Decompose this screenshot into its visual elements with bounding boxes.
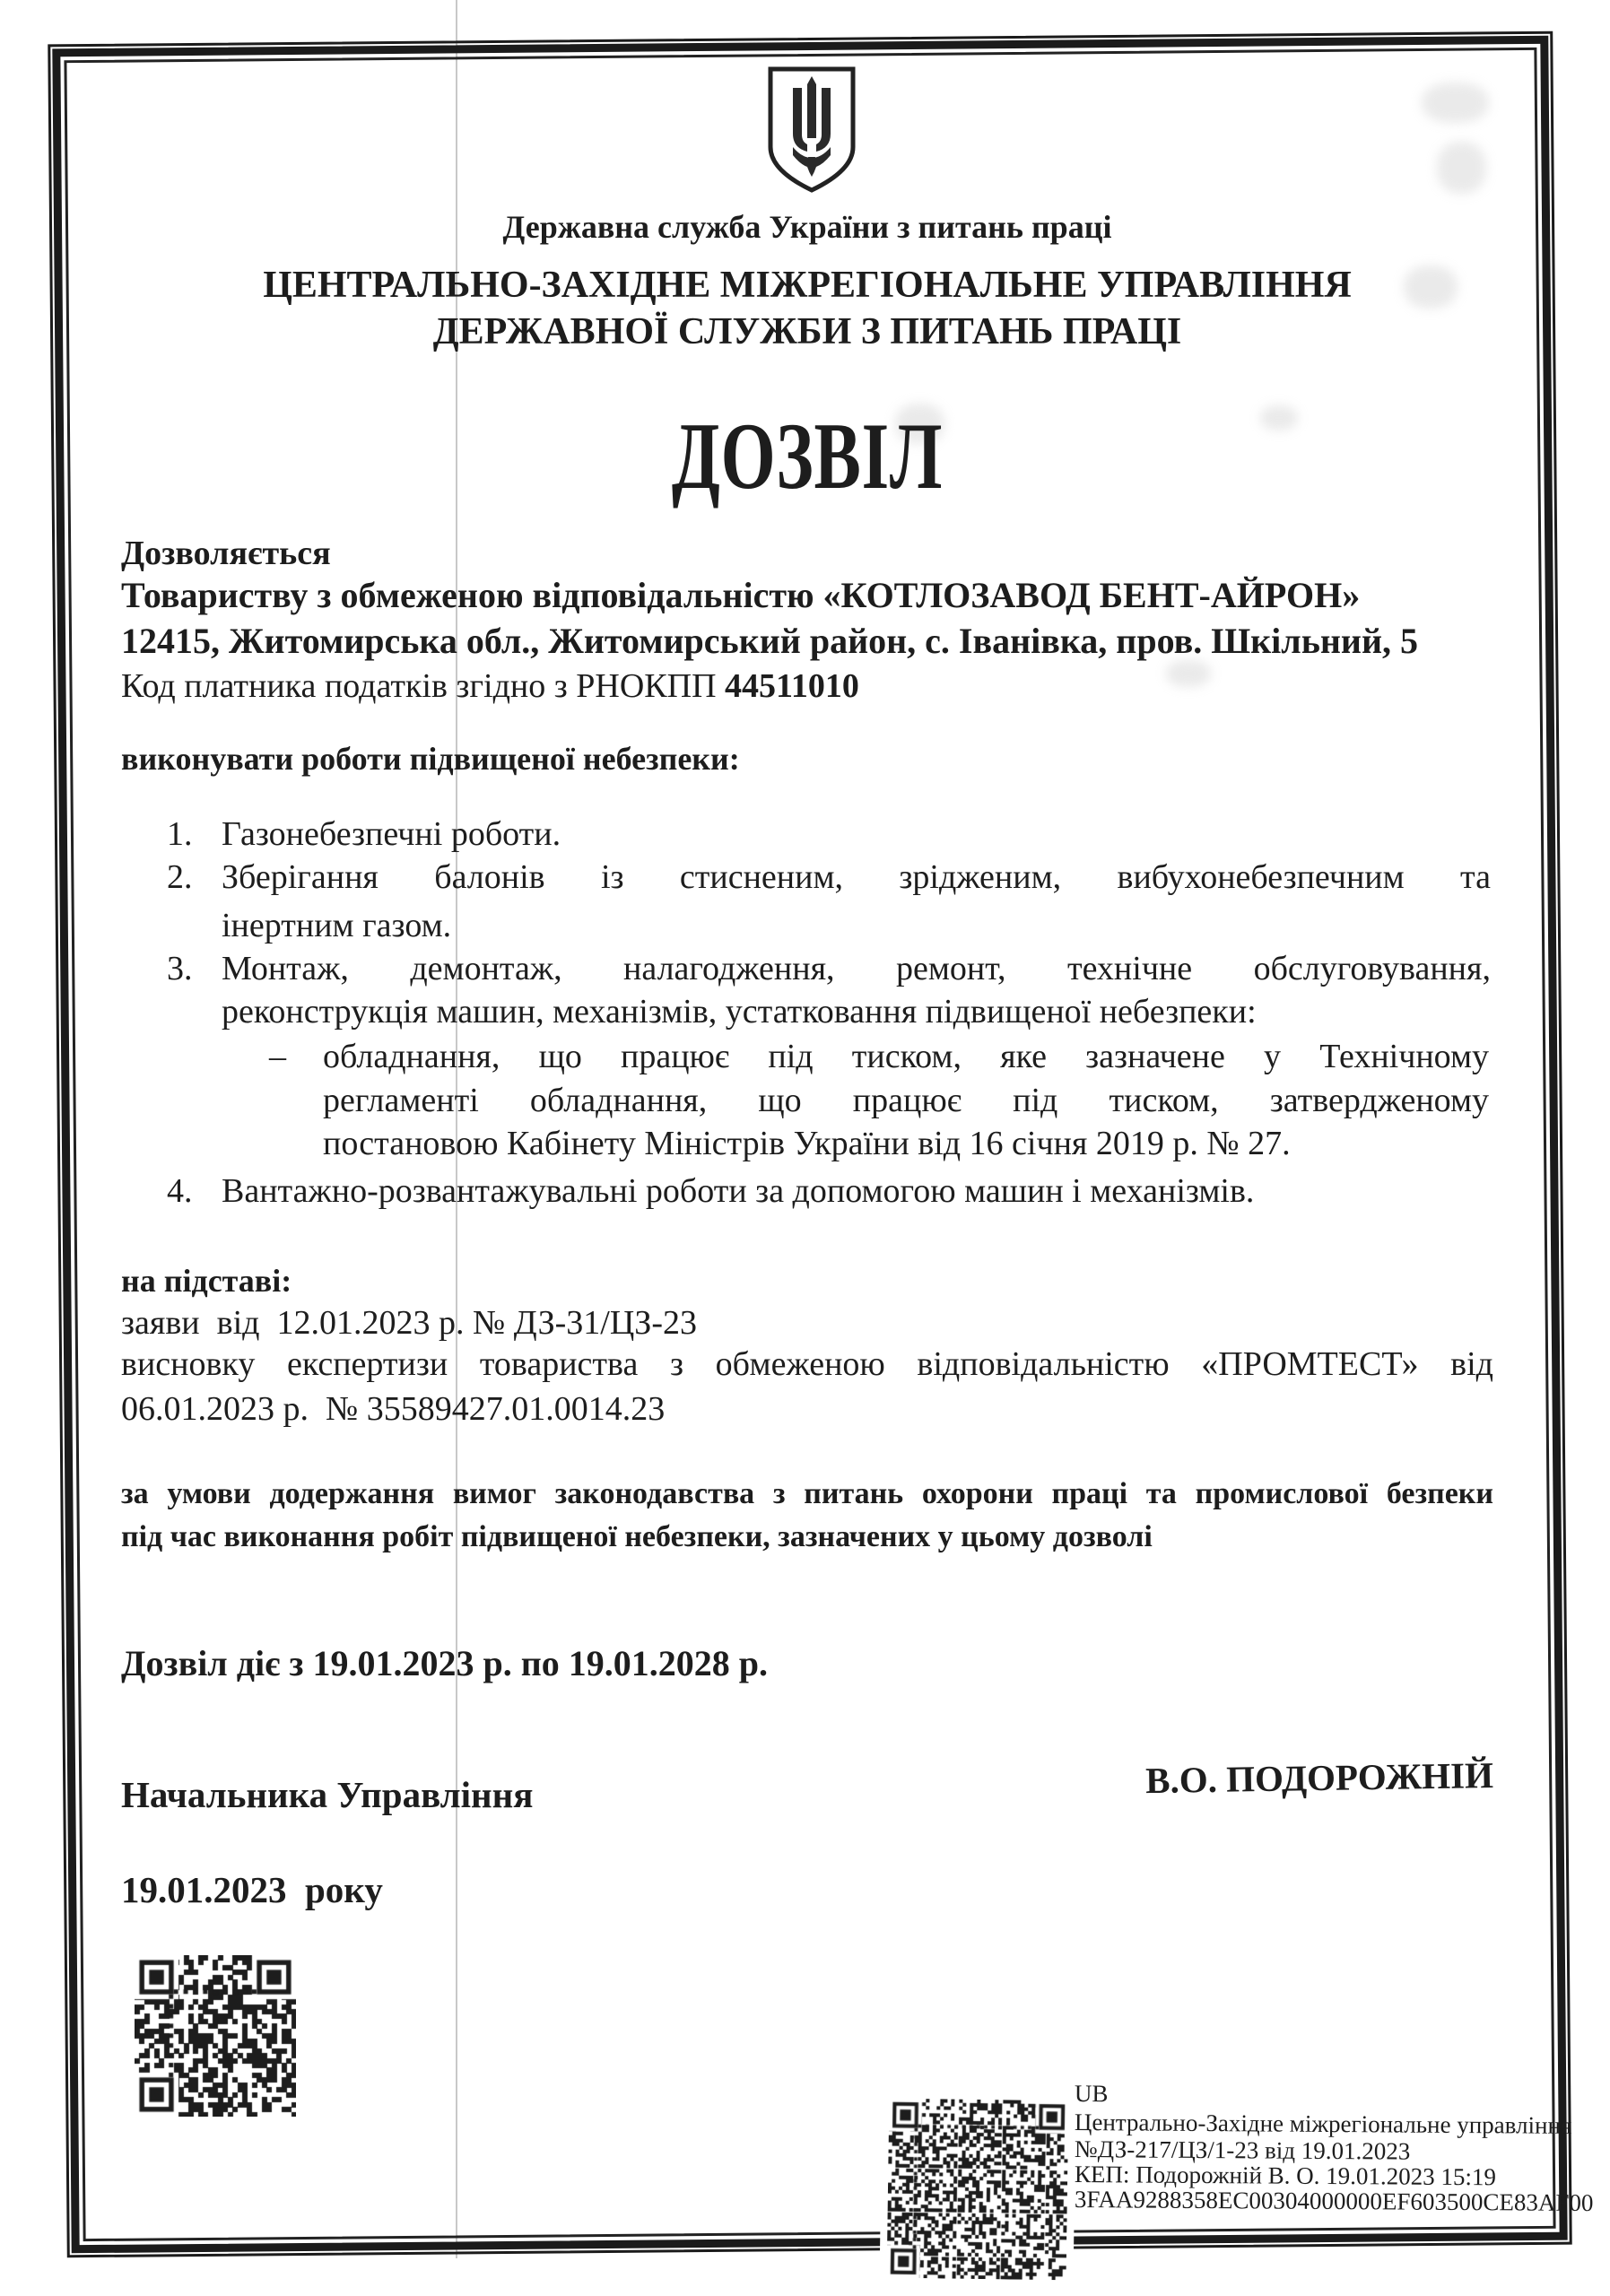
company-name: Товариству з обмеженою відповідальністю «КОТЛОЗАВОД БЕНТ-АЙРОН» <box>121 575 1361 615</box>
basis-heading: на підставі: <box>121 1263 292 1299</box>
work-item-text: Монтаж, демонтаж, налагодження, ремонт, технічне обслуговування, <box>222 950 1491 987</box>
issue-date: 19.01.2023 року <box>121 1869 383 1910</box>
qr-code-left <box>135 1955 296 2117</box>
basis-line: заяви від 12.01.2023 р. № ДЗ-31/ЦЗ-23 <box>121 1304 697 1342</box>
tax-code-number: 44511010 <box>725 667 859 705</box>
stamp-signature-line: КЕП: Подорожній В. О. 19.01.2023 15:19 <box>1074 2161 1497 2191</box>
condition-line: під час виконання робіт підвищеної небезпеки, зазначених у цьому дозволі <box>121 1520 1153 1553</box>
condition-line: за умови додержання вимог законодавства з питань охорони праці та промислової безпеки <box>121 1477 1493 1510</box>
work-item-text: Газонебезпечні роботи. <box>222 815 561 853</box>
work-item-text: Зберігання балонів із стисненим, зрідженим, вибухонебезпечним та <box>222 858 1491 896</box>
office-name-line2: ДЕРЖАВНОЇ СЛУЖБИ З ПИТАНЬ ПРАЦІ <box>432 311 1182 352</box>
work-item-number: 2. <box>167 858 193 896</box>
office-name-line1: ЦЕНТРАЛЬНО-ЗАХІДНЕ МІЖРЕГІОНАЛЬНЕ УПРАВЛІННЯ <box>263 265 1352 306</box>
works-heading: виконувати роботи підвищеної небезпеки: <box>121 741 740 777</box>
sub-item-text: регламенті обладнання, що працює під тиском, затвердженому <box>323 1082 1489 1119</box>
sub-item-text: обладнання, що працює під тиском, яке зазначене у Технічному <box>323 1038 1489 1075</box>
permit-title: ДОЗВІЛ <box>671 404 944 509</box>
work-item-text: Вантажно-розвантажувальні роботи за допомогою машин і механізмів. <box>222 1172 1255 1210</box>
stamp-doc-number: №ДЗ-217/ЦЗ/1-23 від 19.01.2023 <box>1074 2135 1411 2165</box>
basis-line: 06.01.2023 р. № 35589427.01.0014.23 <box>121 1390 666 1428</box>
tax-code-line <box>121 667 1493 707</box>
validity-line: Дозвіл діє з 19.01.2023 р. по 19.01.2028 р. <box>121 1643 768 1683</box>
stamp-org-line: Центрально-Західне міжрегіональне управління <box>1074 2109 1572 2139</box>
company-address: 12415, Житомирська обл., Житомирський район, с. Іванівка, пров. Шкільний, 5 <box>121 621 1419 661</box>
work-item-number: 4. <box>167 1172 193 1210</box>
work-item-text: інертним газом. <box>222 907 452 944</box>
sub-item-text: постановою Кабінету Міністрів України від 16 січня 2019 р. № 27. <box>323 1125 1291 1162</box>
granted-label: Дозволяється <box>121 535 331 572</box>
work-item-number: 3. <box>167 950 193 987</box>
basis-line: висновку експертизи товариства з обмеженою відповідальністю «ПРОМТЕСТ» від <box>121 1345 1493 1383</box>
ukraine-trident-emblem <box>763 65 860 196</box>
tax-code-prefix: Код платника податків згідно з РНОКПП <box>121 667 726 705</box>
agency-name: Державна служба України з питань праці <box>502 209 1112 245</box>
stamp-hash: 3FAA9288358EC00304000000EF603500CE83AF00 <box>1074 2186 1594 2217</box>
stamp-header: UB <box>1074 2080 1109 2108</box>
work-item-number: 1. <box>167 815 193 853</box>
sub-item-dash: – <box>269 1038 286 1075</box>
work-item-text: реконструкція машин, механізмів, устатковання підвищеної небезпеки: <box>222 993 1257 1031</box>
stamp-qr-patch <box>879 2082 1075 2296</box>
signer-name: В.О. ПОДОРОЖНІЙ <box>1144 1753 1494 1802</box>
qr-code-stamp <box>887 2099 1069 2281</box>
signer-position: Начальника Управління <box>121 1774 534 1815</box>
